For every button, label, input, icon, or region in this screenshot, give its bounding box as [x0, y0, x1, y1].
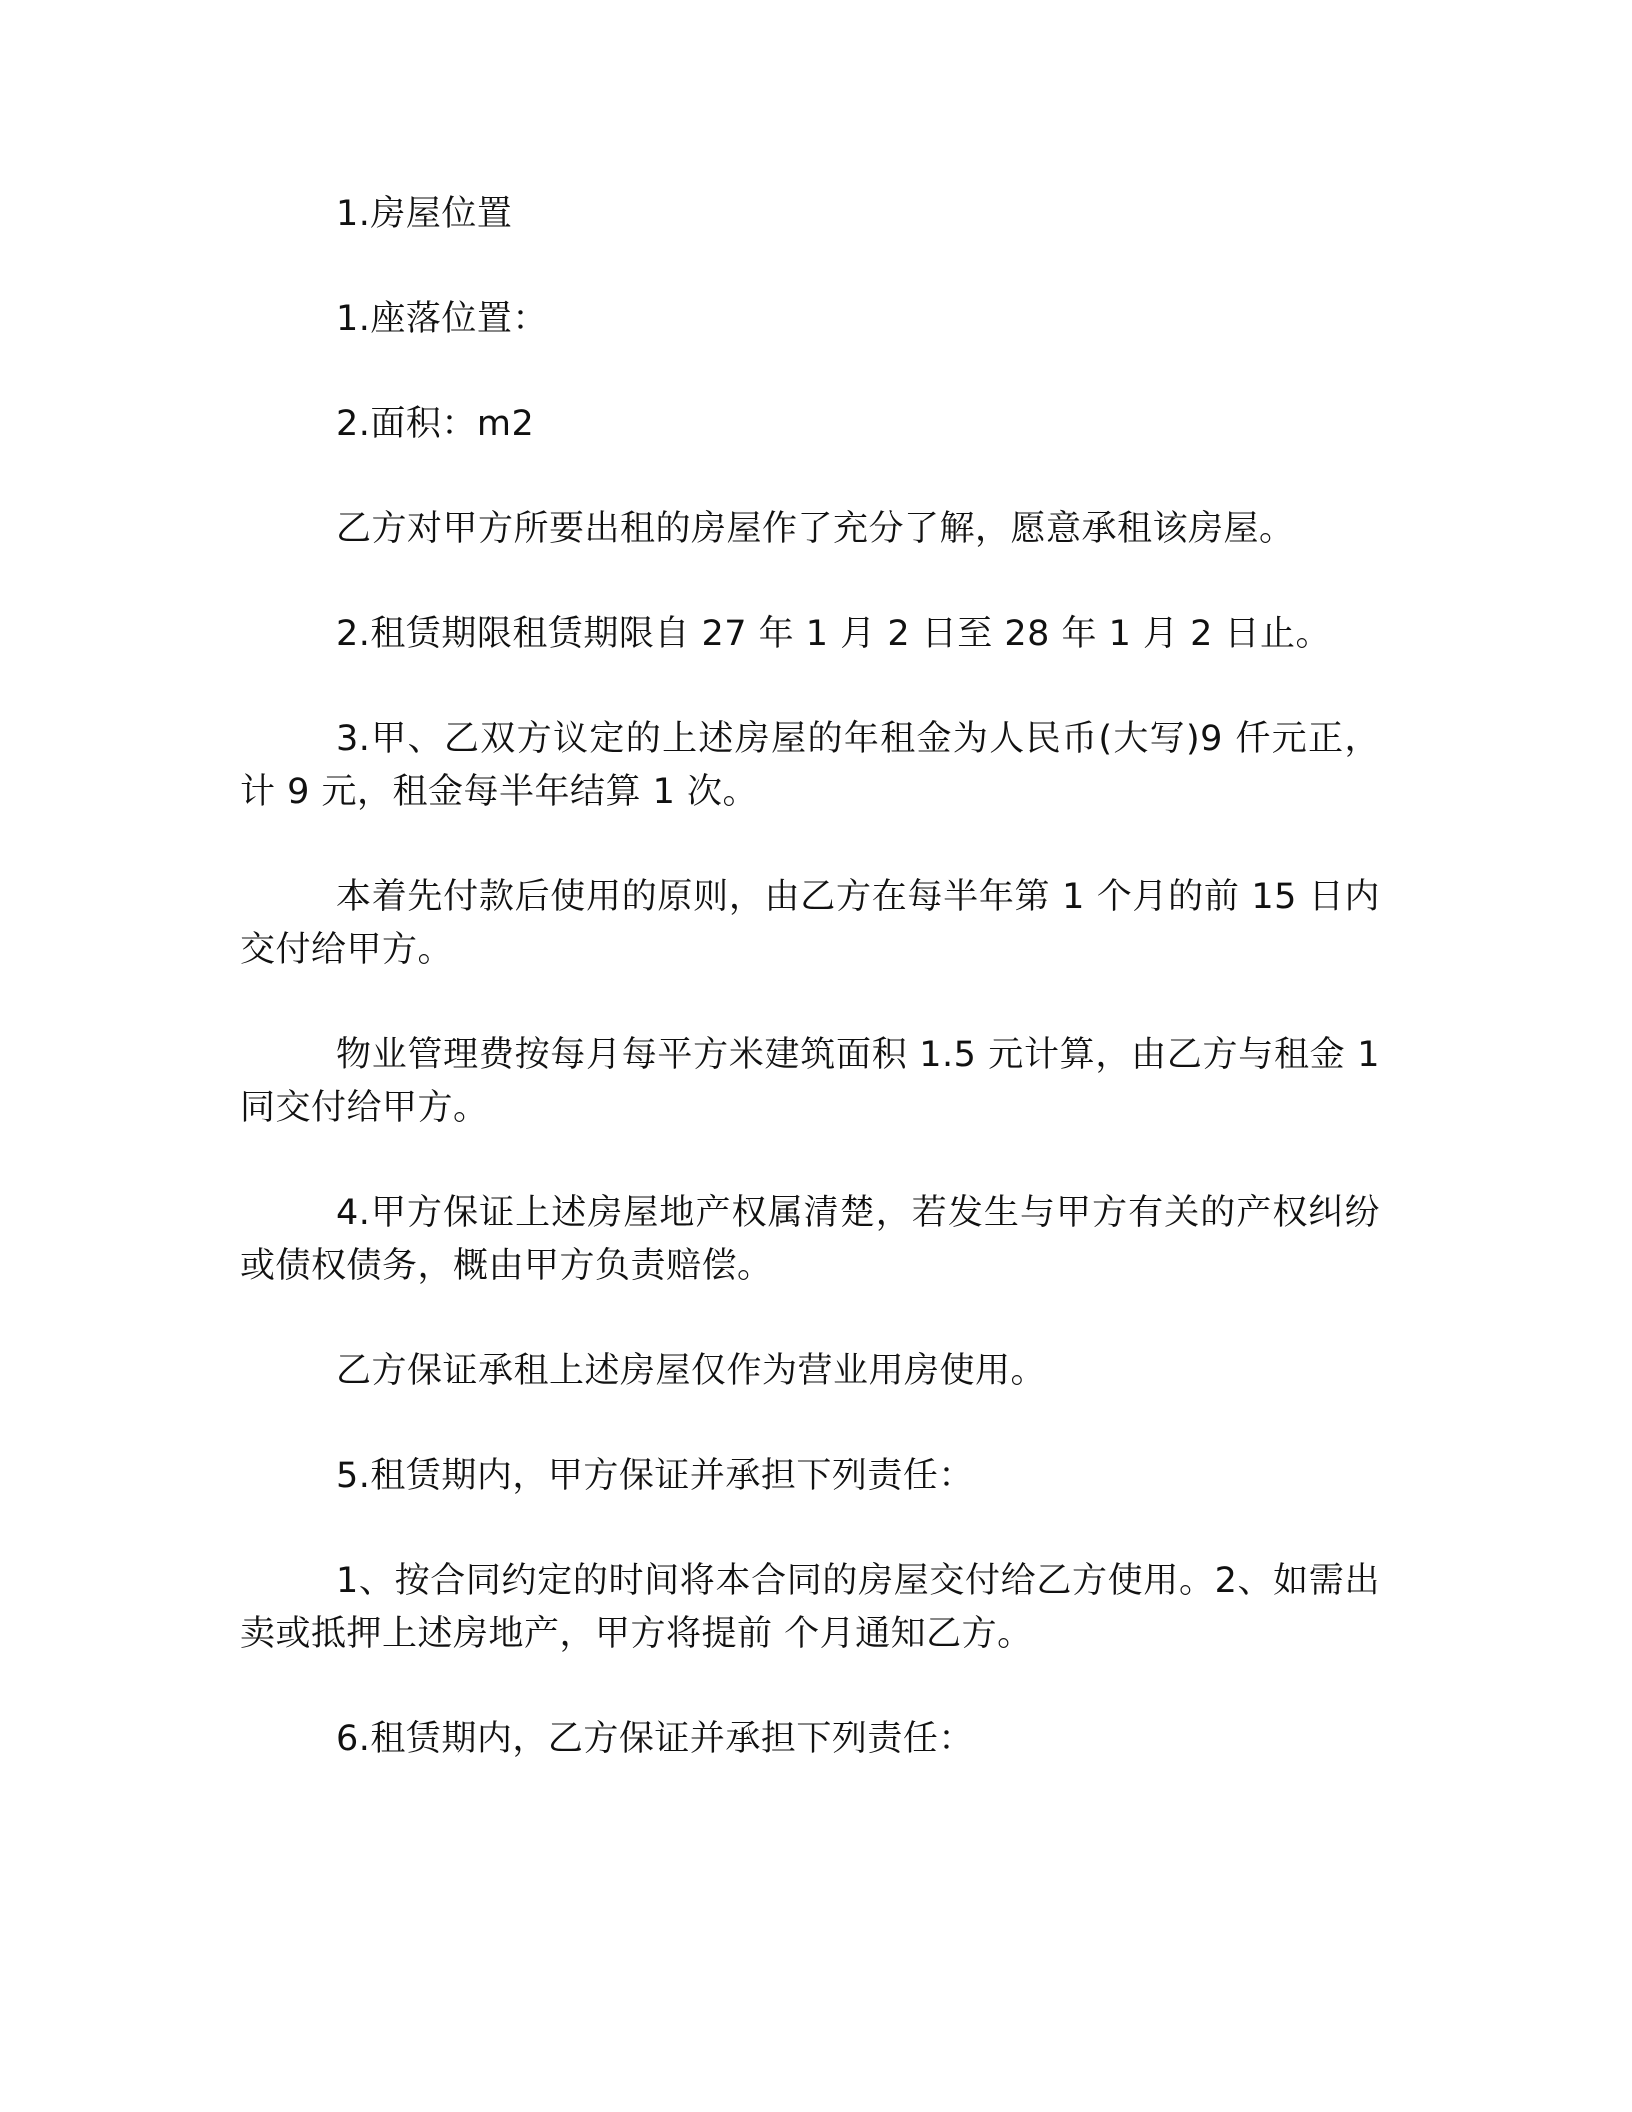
paragraph-area: 2.面积：m2: [336, 404, 535, 444]
paragraph-payment-principle: 本着先付款后使用的原则，由乙方在每半年第 1 个月的前 15 日内交付给甲方。: [240, 877, 1380, 970]
paragraph-landlord-duties: 1、按合同约定的时间将本合同的房屋交付给乙方使用。2、如需出卖或抵押上述房地产，甲方将提前 个月通知乙方。: [240, 1561, 1380, 1654]
paragraph-annual-rent: 3.甲、乙双方议定的上述房屋的年租金为人民币(大写)9 仟元正，计 9 元，租金每半年结算 1 次。: [240, 719, 1380, 812]
paragraph-landlord-guarantee: 4.甲方保证上述房屋地产权属清楚，若发生与甲方有关的产权纠纷或债权债务，概由甲方负责赔偿。: [240, 1193, 1380, 1286]
paragraph-tenant-understanding: 乙方对甲方所要出租的房屋作了充分了解，愿意承租该房屋。: [336, 509, 1295, 549]
paragraph-tenant-use: 乙方保证承租上述房屋仅作为营业用房使用。: [336, 1351, 1047, 1391]
paragraph-tenant-duties-heading: 6.租赁期内，乙方保证并承担下列责任：: [336, 1719, 974, 1759]
paragraph-landlord-duties-heading: 5.租赁期内，甲方保证并承担下列责任：: [336, 1456, 974, 1496]
paragraph-house-location: 1.房屋位置: [336, 194, 513, 234]
paragraph-property-fee: 物业管理费按每月每平方米建筑面积 1.5 元计算，由乙方与租金 1 同交付给甲方。: [240, 1035, 1380, 1128]
document-body: [240, 188, 1380, 1818]
paragraph-lease-term: 2.租赁期限租赁期限自 27 年 1 月 2 日至 28 年 1 月 2 日止。: [336, 614, 1332, 654]
paragraph-address: 1.座落位置：: [336, 299, 548, 339]
